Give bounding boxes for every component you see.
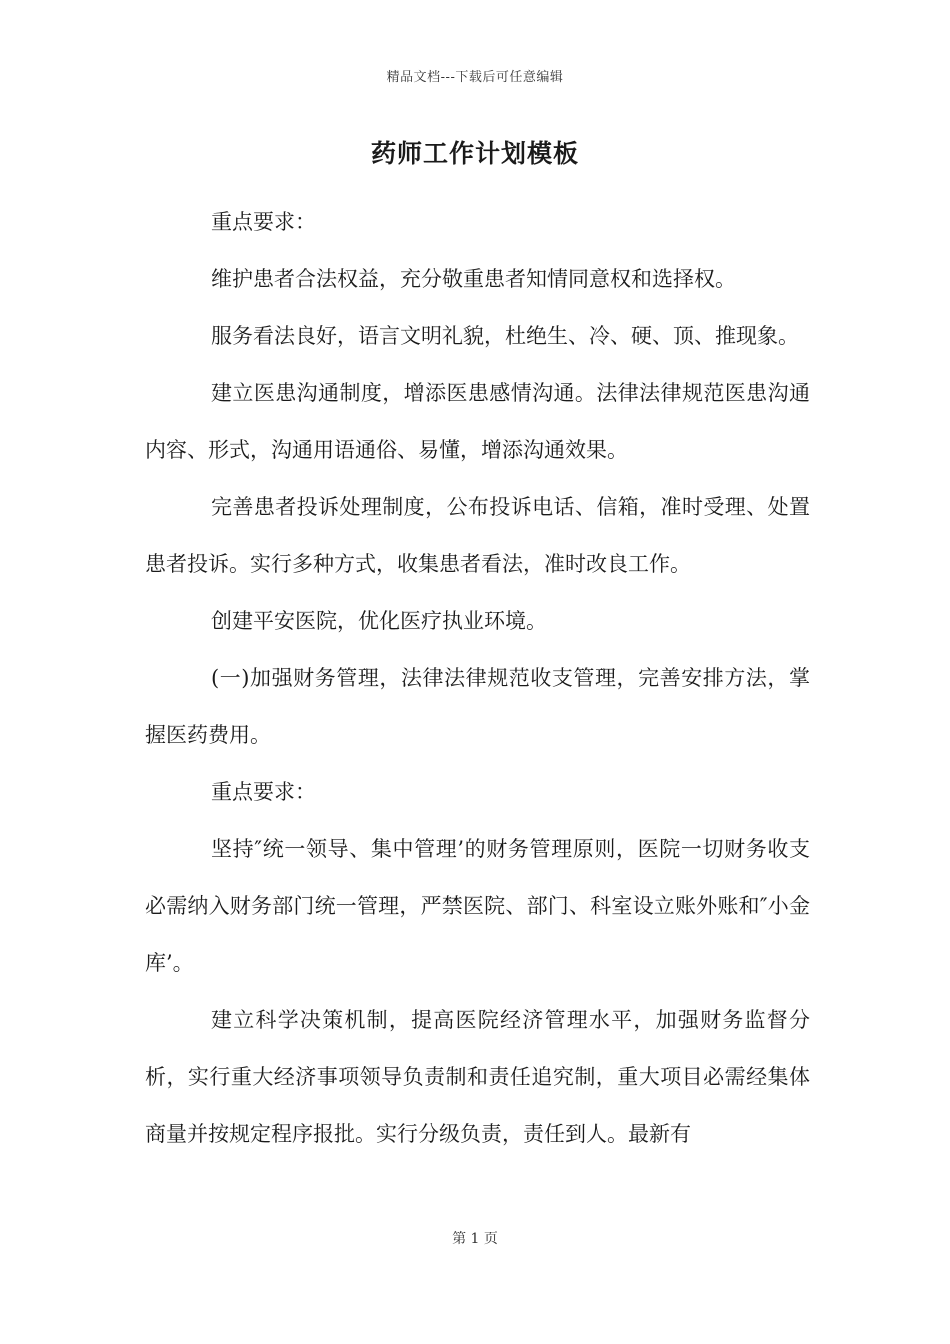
paragraph: 服务看法良好，语言文明礼貌，杜绝生、冷、硬、顶、推现象。 xyxy=(211,324,799,348)
paragraph: 重点要求： xyxy=(211,780,316,804)
paragraph: 建立医患沟通制度，增添医患感情沟通。法律法律规范医患沟通内容、形式，沟通用语通俗、易懂，增添沟通效果。 xyxy=(145,381,810,462)
paragraph: (一)加强财务管理，法律法律规范收支管理，完善安排方法，掌握医药费用。 xyxy=(145,666,810,747)
paragraph: 重点要求： xyxy=(211,210,316,234)
paragraph: 完善患者投诉处理制度，公布投诉电话、信箱，准时受理、处置患者投诉。实行多种方式，收集患者看法，准时改良工作。 xyxy=(145,495,810,576)
document-title: 药师工作计划模板 xyxy=(370,139,579,168)
paragraph: 坚持″统一领导、集中管理’的财务管理原则，医院一切财务收支必需纳入财务部门统一管理，严禁医院、部门、科室设立账外账和″小金库’。 xyxy=(145,837,810,975)
page-number: 第 1 页 xyxy=(452,1231,498,1247)
paragraph: 创建平安医院，优化医疗执业环境。 xyxy=(211,609,547,633)
header-note: 精品文档---下载后可任意编辑 xyxy=(386,70,564,85)
document-body xyxy=(145,194,810,1163)
paragraph: 维护患者合法权益，充分敬重患者知情同意权和选择权。 xyxy=(211,267,736,291)
paragraph: 建立科学决策机制，提高医院经济管理水平，加强财务监督分析，实行重大经济事项领导负责制和责任追究制，重大项目必需经集体商量并按规定程序报批。实行分级负责，责任到人。最新有 xyxy=(145,1008,810,1146)
